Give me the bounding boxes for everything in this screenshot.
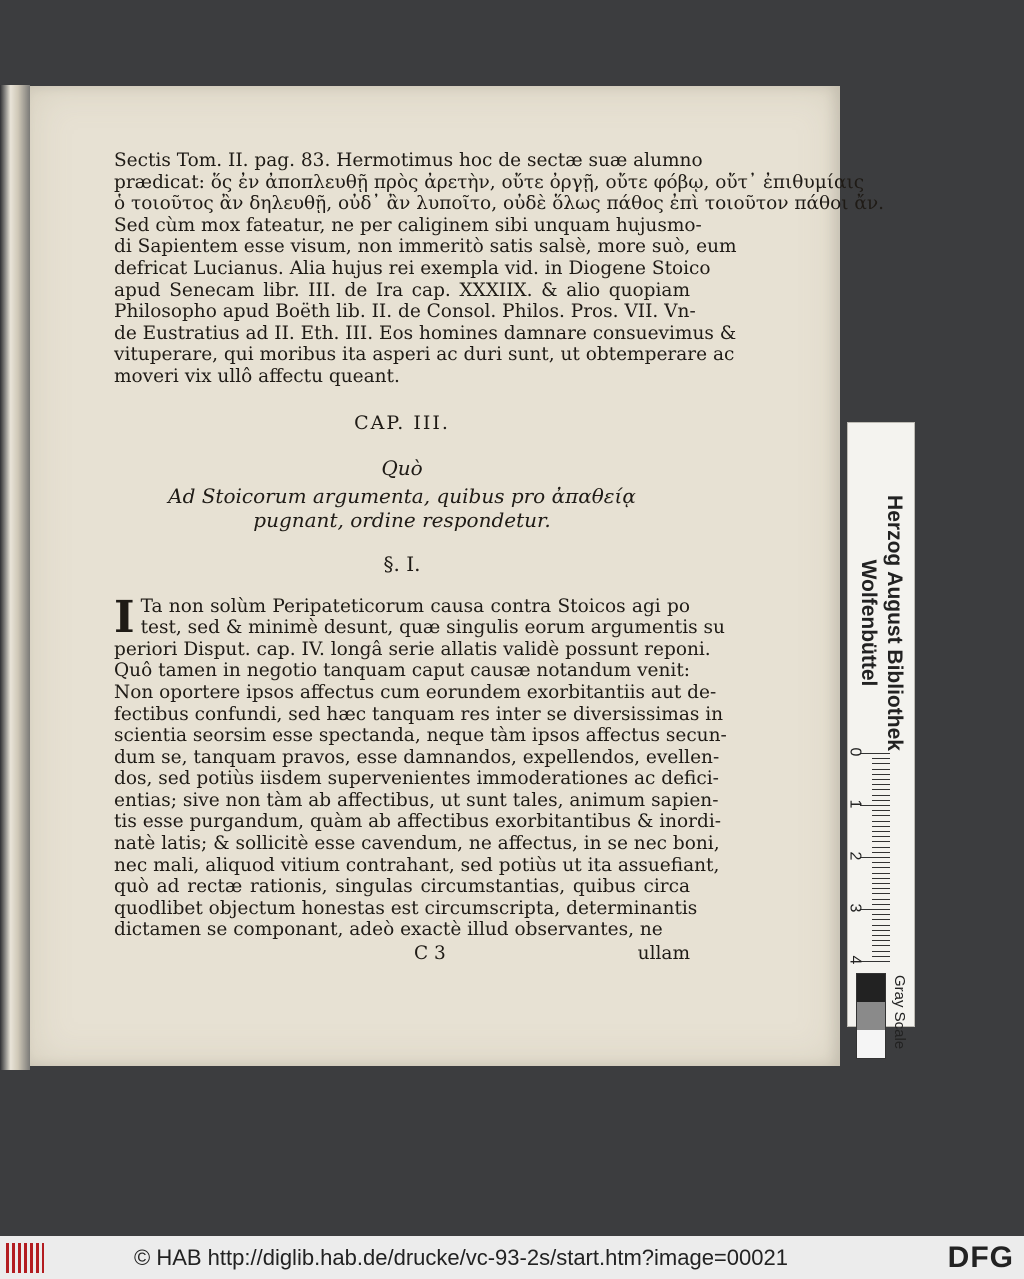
ruler-tick — [872, 841, 890, 842]
ruler-number: 4 — [846, 955, 864, 965]
body-paragraph — [114, 591, 727, 942]
ruler-tick — [872, 867, 890, 868]
ruler-tick — [872, 815, 890, 816]
footer-bar — [0, 1236, 1024, 1279]
text-line: entias; sive non tàm ab affectibus, ut sunt tales, animum sapien- — [114, 789, 719, 811]
ruler-tick — [872, 925, 890, 926]
text-line: vituperare, qui moribus ita asperi ac duri sunt, ut obtemperare ac — [114, 344, 735, 366]
ruler-tick — [872, 862, 890, 863]
book-edge — [0, 85, 30, 1070]
ruler-tick — [872, 826, 890, 827]
ruler-tick — [860, 961, 890, 962]
text-line: apud Senecam libr. III. de Ira cap. XXXIIX. & alio quopiam — [114, 279, 690, 301]
top-paragraph — [114, 150, 885, 388]
ruler-number: 2 — [846, 851, 864, 861]
ruler-tick — [872, 795, 890, 796]
chapter-heading — [114, 484, 690, 532]
ruler-tick — [872, 904, 890, 905]
text-line: Sed cùm mox fateatur, ne per caliginem sibi unquam hujusmo- — [114, 214, 702, 236]
ruler-tick — [872, 784, 890, 785]
ruler-tick — [872, 852, 890, 853]
text-line: fectibus confundi, sed hæc tanquam res inter se diversissimas in — [114, 703, 724, 725]
page-footer-line — [114, 943, 690, 964]
text-line: dictamen se componant, adeò exactè illud observantes, ne — [114, 919, 663, 941]
ruler-tick — [872, 758, 890, 759]
ruler-tick — [872, 810, 890, 811]
text-line: Philosopho apud Boëth lib. II. de Consol. Philos. Pros. VII. Vn- — [114, 301, 696, 323]
ruler-tick — [872, 883, 890, 884]
ruler-tick — [872, 945, 890, 946]
ruler-tick — [872, 847, 890, 848]
ruler-tick — [872, 878, 890, 879]
text-line: dos, sed potiùs iisdem supervenientes immoderationes ac defici- — [114, 768, 719, 790]
ruler-tick — [872, 789, 890, 790]
ruler-tick — [872, 930, 890, 931]
heading-line: Ad Stoicorum argumenta, quibus pro ἀπαθείᾳ — [168, 483, 636, 508]
ruler-tick — [860, 753, 890, 754]
ruler-tick — [860, 909, 890, 910]
ruler-tick — [872, 951, 890, 952]
text-line: quodlibet objectum honestas est circumscripta, determinantis — [114, 897, 698, 919]
text-line: periori Disput. cap. IV. longâ serie allatis validè possunt reponi. — [114, 638, 711, 660]
text-line: defricat Lucianus. Alia hujus rei exempla vid. in Diogene Stoico — [114, 257, 711, 279]
text-line: dum se, tanquam pravos, esse damnandos, expellendos, evellen- — [114, 746, 720, 768]
ruler-tick — [872, 940, 890, 941]
text-line: nec mali, aliquod vitium contrahant, sed potiùs ut ita assuefiant, — [114, 854, 720, 876]
ruler-tick — [872, 774, 890, 775]
ruler-tick — [872, 888, 890, 889]
footer-citation[interactable]: © HAB http://diglib.hab.de/drucke/vc-93-2s/start.htm?image=00021 — [134, 1244, 788, 1270]
ruler-number: 0 — [846, 747, 864, 757]
text-line: Quô tamen in negotio tanquam caput causæ notandum venit: — [114, 660, 690, 682]
grayscale-patch — [857, 1030, 885, 1058]
text-line: tis esse purgandum, quàm ab affectibus exorbitantibus & inordi- — [114, 811, 722, 833]
ruler-tick — [872, 899, 890, 900]
dfg-logo: DFG — [947, 1240, 1014, 1274]
drop-cap: I — [114, 591, 135, 643]
chapter-title: CAP. III. — [354, 411, 450, 434]
ruler-tick — [872, 836, 890, 837]
ruler-city: Wolfenbüttel — [857, 559, 880, 687]
color-ruler — [846, 422, 915, 1050]
text-line: Sectis Tom. II. pag. 83. Hermotimus hoc de sectæ suæ alumno — [114, 150, 703, 171]
text-line: test, sed & minimè desunt, quæ singulis eorum argumentis su — [140, 617, 725, 639]
ruler-tick — [872, 831, 890, 832]
ruler-tick — [872, 956, 890, 957]
text-line: natè latis; & sollicitè esse cavendum, ne affectus, in se nec boni, — [114, 833, 720, 855]
text-line: Non oportere ipsos affectus cum eorundem exorbitantiis aut de- — [114, 681, 717, 703]
text-line: moveri vix ullô affectu queant. — [114, 365, 400, 387]
grayscale-patch — [857, 1002, 885, 1030]
ruler-tick — [860, 857, 890, 858]
ruler-tick — [872, 800, 890, 801]
grayscale-patches — [856, 973, 886, 1059]
text-line: quò ad rectæ rationis, singulas circumstantias, quibus circa — [114, 876, 690, 898]
hab-logo-icon — [6, 1243, 44, 1273]
ruler-number: 1 — [846, 799, 864, 809]
ruler-tick — [872, 919, 890, 920]
ruler-tick — [860, 805, 890, 806]
text-line: di Sapientem esse visum, non immeritò satis salsè, more suò, eum — [114, 236, 737, 258]
ruler-tick — [872, 821, 890, 822]
grayscale-patch — [857, 974, 885, 1002]
ruler-tick — [872, 893, 890, 894]
ruler-tick — [872, 769, 890, 770]
chapter-quod: Quò — [381, 455, 423, 480]
ruler-institution: Herzog August Bibliothek — [883, 495, 906, 751]
ruler-tick — [872, 779, 890, 780]
ruler-tick — [872, 763, 890, 764]
text-line: de Eustratius ad II. Eth. III. Eos homines damnare consuevimus & — [114, 322, 737, 344]
ruler-tick — [872, 873, 890, 874]
signature-mark: C 3 — [414, 943, 446, 965]
ruler-tick — [872, 935, 890, 936]
text-line: prædicat: ὅς ἐν ἀποπλευθῇ πρὸς ἀρετὴν, οὔτε ὀργῇ, οὔτε φόβῳ, οὔτ᾽ ἐπιθυμίαις — [114, 171, 865, 193]
heading-line: pugnant, ordine respondetur. — [253, 507, 551, 532]
section-title: §. I. — [383, 551, 421, 576]
ruler-label — [855, 473, 907, 773]
catchword: ullam — [637, 943, 690, 965]
ruler-number: 3 — [846, 903, 864, 913]
grayscale-label: Gray Scale — [891, 975, 908, 1050]
text-line: Ta non solùm Peripateticorum causa contra Stoicos agi po — [140, 595, 690, 617]
ruler-tick — [872, 914, 890, 915]
text-line: ὁ τοιοῦτος ἂν δηλευθῇ, οὐδ᾽ ἂν λυποῖτο, οὐδὲ ὅλως πάθος ἐπὶ τοιοῦτον πάθοι ἄν. — [114, 193, 885, 215]
text-line: scientia seorsim esse spectanda, neque tàm ipsos affectus secun- — [114, 725, 727, 747]
